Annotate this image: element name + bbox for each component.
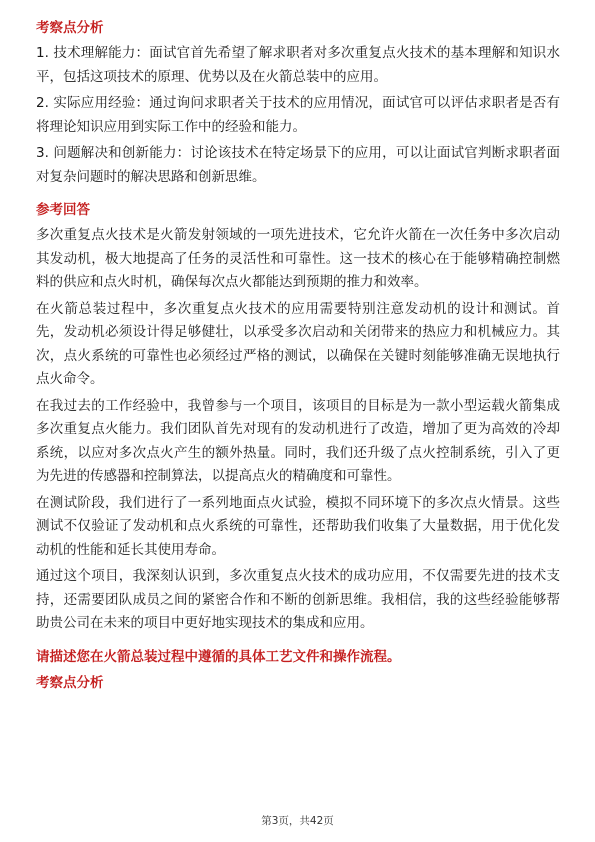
section-gap: [36, 192, 560, 200]
answer-paragraph-3: 在我过去的工作经验中，我曾参与一个项目，该项目的目标是为一款小型运载火箭集成多次重复点火能力。我们团队首先对现有的发动机进行了改造，增加了更为高效的冷却系统，以应对多次点火产生的额外热量。同时，我们还升级了点火控制系统，引入了更为先进的传感器和控制算法，以提高点火的精确度和可靠性。: [36, 397, 560, 484]
question-heading: 请描述您在火箭总装过程中遵循的具体工艺文件和操作流程。: [36, 648, 401, 665]
answer-paragraph-1: 多次重复点火技术是火箭发射领域的一项先进技术，它允许火箭在一次任务中多次启动其发动机，极大地提高了任务的灵活性和可靠性。这一技术的核心在于能够精确控制燃料的供应和点火时机，确保每次点火都能达到预期的推力和效率。: [36, 227, 560, 290]
answer-paragraph-4: 在测试阶段，我们进行了一系列地面点火试验，模拟不同环境下的多次点火情景。这些测试不仅验证了发动机和点火系统的可靠性，还帮助我们收集了大量数据，用于优化发动机的性能和延长其使用寿命。: [36, 494, 560, 558]
section-heading-answer: 参考回答: [36, 202, 90, 218]
section-heading-analysis: 考察点分析: [36, 20, 104, 36]
page-content: [36, 18, 560, 693]
answer-paragraph-2: 在火箭总装过程中，多次重复点火技术的应用需要特别注意发动机的设计和测试。首先，发动机必须设计得足够健壮，以承受多次启动和关闭带来的热应力和机械应力。其次，点火系统的可靠性也必须经过严格的测试，以确保在关键时刻能够准确无误地执行点火命令。: [36, 300, 560, 387]
page-number: 第3页，共42页: [261, 815, 334, 827]
section-gap: [36, 639, 560, 647]
section-heading-analysis-next: 考察点分析: [36, 674, 104, 691]
analysis-item-3: 3. 问题解决和创新能力：讨论该技术在特定场景下的应用，可以让面试官判断求职者面对复杂问题时的解决思路和创新思维。: [36, 145, 560, 185]
analysis-item-1: 1. 技术理解能力：面试官首先希望了解求职者对多次重复点火技术的基本理解和知识水平，包括这项技术的原理、优势以及在火箭总装中的应用。: [36, 45, 560, 85]
analysis-item-2: 2. 实际应用经验：通过询问求职者关于技术的应用情况，面试官可以评估求职者是否有将理论知识应用到实际工作中的经验和能力。: [36, 95, 560, 135]
answer-paragraph-5: 通过这个项目，我深刻认识到，多次重复点火技术的成功应用，不仅需要先进的技术支持，还需要团队成员之间的紧密合作和不断的创新思维。我相信，我的这些经验能够帮助贵公司在未来的项目中更好地实现技术的集成和应用。: [36, 568, 560, 631]
